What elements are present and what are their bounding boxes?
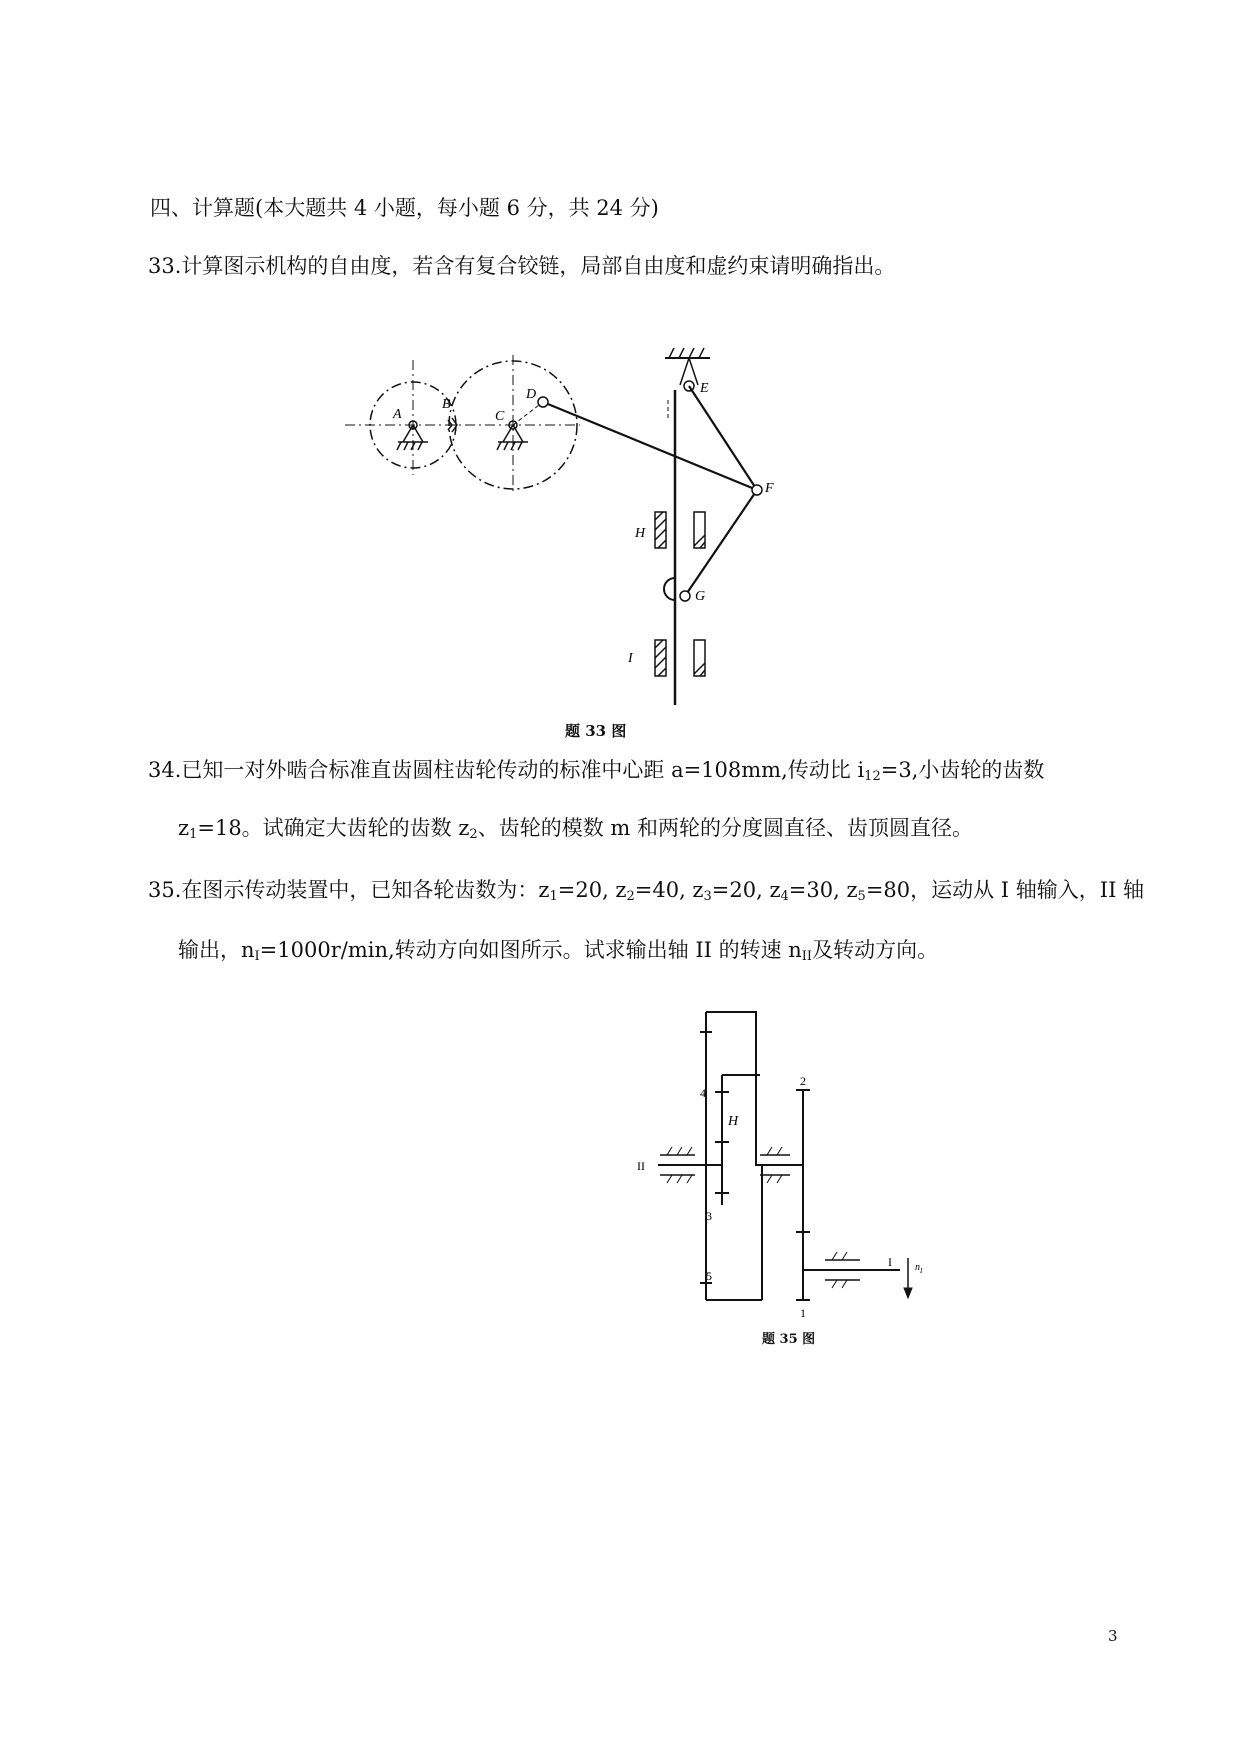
link-ef [689,386,757,490]
label-e: E [700,381,709,396]
question-35-line-1: 35.在图示传动装置中，已知各轮齿数为：$z_1=20$, $z_2=40$, $z_3=20$, $z_4=30$, $z_5=80$，运动从 I 轴输入，II 轴 [148,878,1145,904]
label-c: C [495,409,505,424]
label-b: B [442,397,451,412]
label-gear-1: 1 [800,1306,806,1320]
label-h: H [635,526,646,541]
label-shaft-i: I [888,1255,892,1269]
label-carrier-h: H [728,1114,739,1129]
question-33-text: 33.计算图示机构的自由度，若含有复合铰链，局部自由度和虚约束请明确指出。 [148,254,896,278]
question-35-line-2: 输出，$n_I=1000r/\min$,转动方向如图所示。试求输出轴 II 的转速 $n_{II}$及转动方向。 [178,938,939,964]
link-fg [685,490,757,596]
label-d: D [526,387,537,402]
label-i: I [628,651,633,666]
label-gear-3: 3 [706,1209,712,1223]
label-gear-4: 4 [700,1086,706,1100]
label-a: A [393,407,402,422]
question-34-line-2: $z_1=18$。试确定大齿轮的齿数 $z_2$、齿轮的模数 m 和两轮的分度圆直径、齿顶圆直径。 [178,816,973,842]
label-f: F [765,481,774,496]
label-gear-5: 5 [706,1269,712,1283]
figure-33-caption: 题 33 图 [565,722,627,740]
label-gear-2: 2 [800,1074,806,1088]
page-number: 3 [1108,1627,1118,1645]
figure-35-gear-train [658,1012,912,1300]
link-df [543,402,757,490]
section-heading: 四、计算题(本大题共 4 小题，每小题 6 分，共 24 分) [150,196,659,220]
label-shaft-ii: II [637,1159,645,1173]
question-34-line-1: 34.已知一对外啮合标准直齿圆柱齿轮传动的标准中心距 a=108mm,传动比 $i_{12}=3$,小齿轮的齿数 [148,758,1045,784]
label-g: G [695,589,706,604]
label-n1: $n_I$ [915,1262,923,1275]
figure-35-caption: 题 35 图 [762,1332,816,1347]
